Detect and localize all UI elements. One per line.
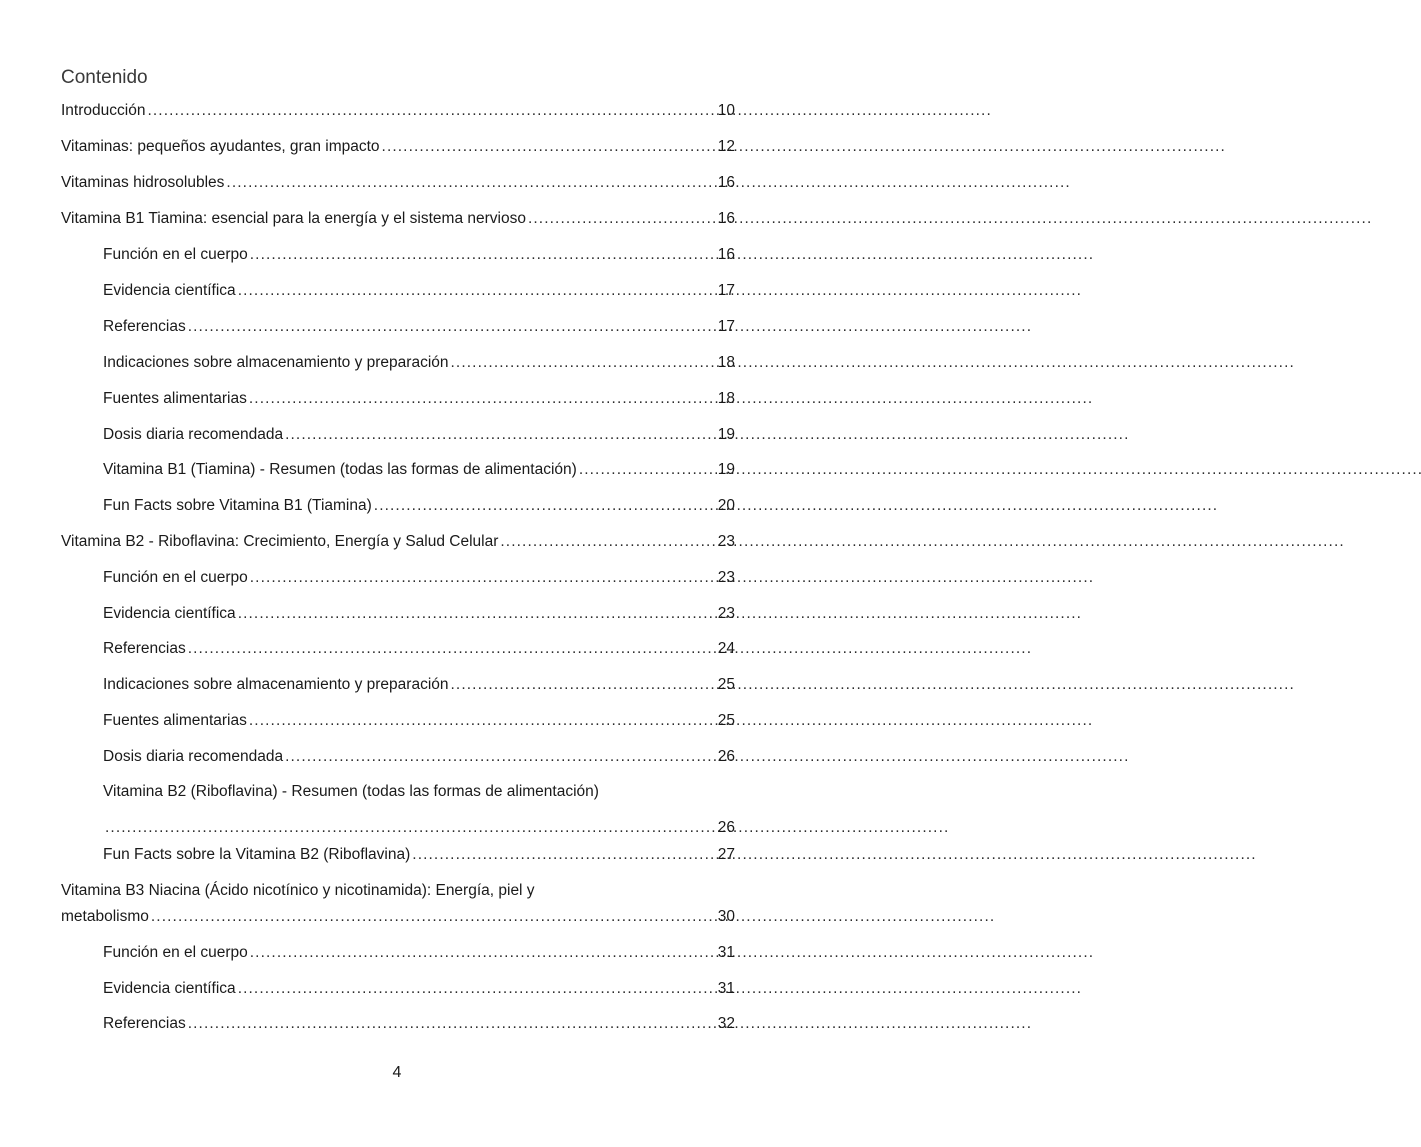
dot-leader: [238, 975, 711, 1003]
toc-entry-page: 23: [717, 533, 735, 550]
toc-entry-title: Fun Facts sobre Vitamina B1 (Tiamina): [103, 497, 372, 514]
toc-entry-title-continuation: metabolismo: [61, 908, 149, 925]
toc-entry-vitamina-b2[interactable]: [61, 528, 735, 556]
toc-entry-b3-funcion[interactable]: [103, 939, 735, 967]
toc-entry-title: Evidencia científica: [103, 282, 236, 299]
toc-entry-page: 24: [717, 640, 735, 657]
toc-entry-b1-almacenamiento[interactable]: [103, 349, 735, 377]
toc-entry-b1-dosis[interactable]: [103, 421, 735, 449]
toc-entry-page: 30: [717, 908, 735, 925]
dot-leader: [285, 421, 711, 449]
toc-entry-page: 18: [717, 354, 735, 371]
toc-entry-title: Vitamina B1 Tiamina: esencial para la energía y el sistema nervioso: [61, 210, 526, 227]
toc-entry-b2-fun-facts[interactable]: [103, 841, 735, 869]
toc-entry-b1-fun-facts[interactable]: [103, 492, 735, 520]
toc-entry-b2-almacenamiento[interactable]: [103, 671, 735, 699]
toc-entry-title: Introducción: [61, 102, 146, 119]
toc-entry-b2-funcion[interactable]: [103, 564, 735, 592]
dot-leader: [249, 385, 711, 413]
toc-entry-title: Referencias: [103, 1015, 186, 1032]
toc-entry-page: 18: [717, 390, 735, 407]
toc-entry-page: 25: [717, 676, 735, 693]
toc-entry-page: 23: [717, 605, 735, 622]
dot-leader: [374, 492, 711, 520]
dot-leader: [188, 1010, 711, 1038]
toc-entry-title: Vitaminas: pequeños ayudantes, gran impacto: [61, 138, 380, 155]
toc-entry-title: Función en el cuerpo: [103, 246, 248, 263]
toc-entry-b2-resumen[interactable]: [103, 778, 735, 842]
dot-leader: [238, 277, 711, 305]
toc-entry-introduccion[interactable]: [61, 97, 735, 125]
toc-entry-b1-referencias[interactable]: [103, 313, 735, 341]
toc-entry-title: Indicaciones sobre almacenamiento y preparación: [103, 354, 449, 371]
toc-entry-b1-fuentes[interactable]: [103, 385, 735, 413]
toc-entry-vitaminas-hidrosolubles[interactable]: [61, 169, 735, 197]
toc-entry-title: Vitamina B2 - Riboflavina: Crecimiento, Energía y Salud Celular: [61, 533, 499, 550]
toc-entry-title: Evidencia científica: [103, 605, 236, 622]
toc-entry-page: 32: [717, 1015, 735, 1032]
dot-leader: [250, 241, 711, 269]
dot-leader: [105, 814, 711, 842]
toc-entry-page: 26: [717, 819, 735, 836]
toc-entry-title: Vitaminas hidrosolubles: [61, 174, 225, 191]
toc-entry-title: Función en el cuerpo: [103, 944, 248, 961]
toc-entry-title: Evidencia científica: [103, 980, 236, 997]
toc-entry-page: 23: [717, 569, 735, 586]
toc-entry-title: Fuentes alimentarias: [103, 712, 247, 729]
toc-entry-page: 17: [717, 282, 735, 299]
dot-leader: [451, 671, 711, 699]
dot-leader: [451, 349, 711, 377]
dot-leader: [238, 600, 711, 628]
toc-entry-page: 19: [717, 426, 735, 443]
toc-entry-page: 26: [717, 748, 735, 765]
toc-entry-title: Dosis diaria recomendada: [103, 748, 284, 765]
toc-entry-b1-evidencia[interactable]: [103, 277, 735, 305]
toc-entry-title: Referencias: [103, 318, 186, 335]
toc-entry-title: Fun Facts sobre la Vitamina B2 (Riboflavina): [103, 846, 411, 863]
toc-entry-title: Vitamina B1 (Tiamina) - Resumen (todas las formas de alimentación): [103, 461, 577, 478]
dot-leader: [285, 743, 711, 771]
dot-leader: [382, 133, 711, 161]
toc-entry-page: 17: [717, 318, 735, 335]
toc-entry-page: 25: [717, 712, 735, 729]
toc-entry-title: Dosis diaria recomendada: [103, 426, 284, 443]
toc-entry-b3-referencias[interactable]: [103, 1010, 735, 1038]
toc-entry-page: 16: [717, 210, 735, 227]
dot-leader: [147, 97, 711, 125]
toc-entry-title: Vitamina B3 Niacina (Ácido nicotínico y nicotinamida): Energía, piel y: [61, 882, 535, 899]
toc-entry-page: 27: [717, 846, 735, 863]
toc-entry-page: 12: [717, 138, 735, 155]
toc-entry-title: Indicaciones sobre almacenamiento y preparación: [103, 676, 449, 693]
dot-leader: [250, 939, 711, 967]
dot-leader: [500, 528, 711, 556]
toc-entry-b1-funcion[interactable]: [103, 241, 735, 269]
toc-entry-vitamina-b1[interactable]: [61, 205, 735, 233]
toc-entry-title: Vitamina B2 (Riboflavina) - Resumen (todas las formas de alimentación): [103, 783, 599, 800]
toc-entry-page: 31: [717, 944, 735, 961]
dot-leader: [412, 841, 711, 869]
toc-entry-b2-evidencia[interactable]: [103, 600, 735, 628]
toc-entry-page: 31: [717, 980, 735, 997]
toc-entry-vitaminas[interactable]: [61, 133, 735, 161]
dot-leader: [579, 456, 711, 484]
dot-leader: [250, 564, 711, 592]
dot-leader: [188, 313, 711, 341]
toc-entry-page: 19: [717, 461, 735, 478]
toc-entry-page: 10: [717, 102, 735, 119]
dot-leader: [249, 707, 711, 735]
toc-entry-title: Referencias: [103, 640, 186, 657]
toc-entry-b2-dosis[interactable]: [103, 743, 735, 771]
toc-entry-page: 16: [717, 174, 735, 191]
dot-leader: [188, 635, 711, 663]
toc-entry-b1-resumen[interactable]: [103, 456, 735, 484]
toc-entry-page: 20: [717, 497, 735, 514]
toc-heading: Contenido: [61, 67, 148, 88]
dot-leader: [528, 205, 711, 233]
toc-entry-page: 16: [717, 246, 735, 263]
dot-leader: [226, 169, 711, 197]
toc-entry-title: Función en el cuerpo: [103, 569, 248, 586]
toc-entry-vitamina-b3[interactable]: [61, 877, 735, 931]
toc-entry-b2-referencias[interactable]: [103, 635, 735, 663]
dot-leader: [151, 903, 711, 931]
page-number: 4: [392, 1064, 402, 1081]
toc-entry-b2-fuentes[interactable]: [103, 707, 735, 735]
toc-entry-b3-evidencia[interactable]: [103, 975, 735, 1003]
toc-entry-title: Fuentes alimentarias: [103, 390, 247, 407]
